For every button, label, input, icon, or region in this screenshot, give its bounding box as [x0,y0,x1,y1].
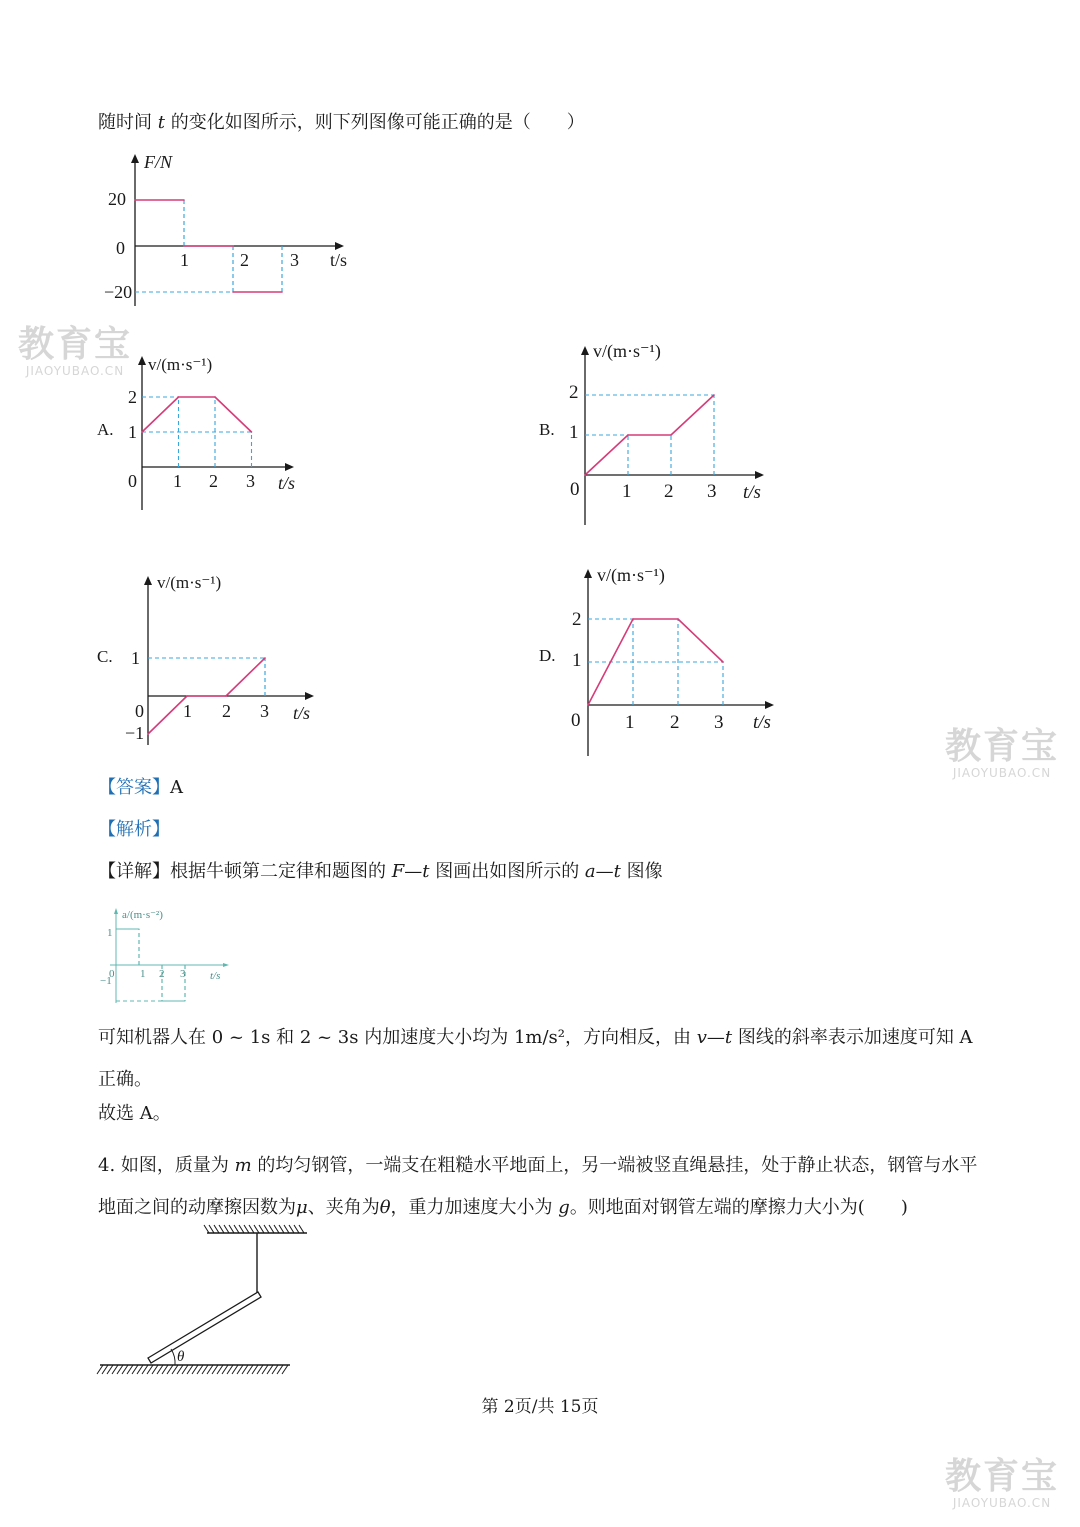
detail-p3: 图像 [620,861,663,882]
ground-hatch-mark [182,1365,188,1374]
ceiling-hatch-mark [289,1225,294,1233]
watermark-text-1: 教育宝 [18,324,133,365]
ground-hatch-mark [177,1365,183,1374]
ground-hatch-mark [127,1365,133,1374]
d-xtick-2: 2 [670,712,680,733]
force-tick-2: 2 [240,250,249,270]
ground-hatch-mark [162,1365,168,1374]
conclusion-dash: — [706,1027,725,1048]
d-y-label: v/(m·s⁻¹) [597,565,665,585]
answer-line [98,776,183,800]
option-d-graph [535,558,795,763]
c-x-label: t/s [293,703,311,723]
force-graph [100,148,360,308]
q4-m: m [234,1155,252,1176]
c-ytick-1: 1 [131,648,140,668]
watermark-bottom-right [945,1458,1059,1510]
a-ytick-1: 1 [128,422,137,442]
ground-hatch-mark [272,1365,278,1374]
series-segment [142,397,179,432]
q4-p4: ，重力加速度大小为 [390,1197,559,1218]
c-x-arrow [305,692,314,700]
analysis-tag: 【解析】 [98,819,170,840]
q3-stem-var: t [157,112,165,133]
option-b-label: B. [539,420,555,439]
ground-hatch-mark [142,1365,148,1374]
ground-hatch-mark [117,1365,123,1374]
c-xtick-1: 1 [183,701,192,721]
detail-v1: F [391,861,405,882]
c-xtick-0: 0 [135,701,144,721]
d-ytick-1: 1 [572,650,582,671]
a-y-arrow [138,356,146,365]
option-a-label: A. [97,420,114,439]
b-x-label: t/s [743,482,761,503]
ceiling-hatch-mark [249,1225,254,1233]
watermark-right [945,728,1059,780]
q4-theta: θ [379,1197,391,1218]
a-xtick-3: 3 [246,471,255,491]
b-xtick-0: 0 [570,479,580,500]
b-xtick-3: 3 [707,481,717,502]
ground-hatch-mark [137,1365,143,1374]
watermark-domain-3: JIAOYUBAO.CN [952,1496,1052,1510]
detail-dash1: — [404,861,423,882]
c-y-arrow [144,576,152,585]
angle-label: θ [177,1349,185,1365]
accel-y-label: a/(m·s⁻²) [122,909,163,921]
d-xtick-0: 0 [571,710,581,731]
ceiling-hatch-mark [234,1225,239,1233]
watermark-domain-2: JIAOYUBAO.CN [952,766,1052,780]
ground-hatch-mark [197,1365,203,1374]
force-tick-3: 3 [290,250,299,270]
series-segment [226,658,265,696]
accel-tick-x3: 3 [180,968,186,980]
series-segment [585,435,628,475]
choice-line: 故选 A。 [98,1103,171,1124]
conclusion-p2: 图线的斜率表示加速度可知 A 正确。 [98,1027,973,1090]
ground-hatch-mark [232,1365,238,1374]
b-y-arrow [581,346,589,355]
angle-arc [171,1349,175,1365]
ground-hatch-mark [222,1365,228,1374]
q4-p1: 4. 如图，质量为 [98,1155,235,1176]
d-y-arrow [584,569,592,578]
answer-tag: 【答案】 [98,777,170,798]
analysis-line [98,818,170,842]
option-c-graph [95,565,335,750]
a-xtick-0: 0 [128,471,137,491]
detail-p1: 根据牛顿第二定律和题图的 [170,861,392,882]
b-ytick-2: 2 [569,382,579,403]
ground-hatch-mark [97,1365,103,1374]
q3-stem-post: 的变化如图所示，则下列图像可能正确的是（ ） [164,112,585,133]
ceiling-hatch-mark [244,1225,249,1233]
series-segment [678,619,723,662]
ceiling-hatch-mark [219,1225,224,1233]
ceiling-hatch-mark [274,1225,279,1233]
q3-stem-pre: 随时间 [98,112,158,133]
accel-x-label: t/s [210,970,221,982]
ground-hatch-mark [147,1365,153,1374]
detail-v3: a [584,861,596,882]
ground-hatch-mark [237,1365,243,1374]
b-y-label: v/(m·s⁻¹) [593,341,661,361]
q4-p2: 的均匀钢管，一端支在粗糙水平地面上，另一端被竖直绳悬挂，处于静止状态，钢管与水平地面之间的动摩擦因数为 [98,1155,978,1218]
ground-hatch-mark [277,1365,283,1374]
conclusion [98,1017,983,1101]
ceiling-hatch-mark [279,1225,284,1233]
a-ytick-2: 2 [128,387,137,407]
d-x-arrow [765,701,774,709]
ground-hatch-mark [207,1365,213,1374]
ceiling-hatch-mark [229,1225,234,1233]
series-segment [671,395,714,435]
ceiling-hatch-mark [259,1225,264,1233]
ground-hatch-mark [167,1365,173,1374]
ground-hatch-mark [102,1365,108,1374]
detail-tag: 【详解】 [98,861,170,882]
answer-value: A [170,777,183,798]
ceiling-hatch-mark [209,1225,214,1233]
a-x-arrow [285,463,294,471]
q3-stem [98,111,585,135]
ground-hatch-mark [202,1365,208,1374]
ceiling-hatch-mark [254,1225,259,1233]
ceiling-hatch-mark [269,1225,274,1233]
accel-tick-1: 1 [107,927,113,939]
detail-v4: t [613,861,621,882]
c-xtick-3: 3 [260,701,269,721]
ground-hatch-mark [192,1365,198,1374]
ground-hatch-mark [212,1365,218,1374]
c-xtick-2: 2 [222,701,231,721]
q4-p5: 。则地面对钢管左端的摩擦力大小为( ) [569,1197,908,1218]
ground-hatch-mark [267,1365,273,1374]
watermark-top-left [18,326,132,378]
watermark-text-3: 教育宝 [945,1456,1060,1497]
a-x-label: t/s [278,473,296,493]
watermark-domain-1: JIAOYUBAO.CN [25,364,125,378]
force-tick-1: 1 [180,250,189,270]
ceiling-hatch-mark [204,1225,209,1233]
ground-hatch-mark [157,1365,163,1374]
conclusion-v2: t [724,1027,733,1048]
ground-hatch-mark [282,1365,288,1374]
option-b-graph [535,335,785,530]
d-xtick-1: 1 [625,712,635,733]
ground-hatch-mark [132,1365,138,1374]
ground-hatch-mark [262,1365,268,1374]
ceiling-hatch [204,1225,304,1233]
pipe-figure [95,1225,315,1385]
ceiling-hatch-mark [299,1225,304,1233]
accel-y-arrow [114,908,118,914]
a-y-label: v/(m·s⁻¹) [148,355,213,374]
ceiling-hatch-mark [284,1225,289,1233]
ground-hatch-mark [172,1365,178,1374]
ground-hatch [97,1365,288,1374]
ceiling-hatch-mark [224,1225,229,1233]
ground-hatch-mark [107,1365,113,1374]
accel-tick-x1: 1 [140,968,146,980]
d-xtick-3: 3 [714,712,724,733]
ceiling-hatch-mark [264,1225,269,1233]
ground-hatch-mark [152,1365,158,1374]
force-tick-0: 0 [116,238,125,258]
b-x-arrow [755,471,764,479]
force-x-arrow [335,242,344,250]
c-y-label: v/(m·s⁻¹) [157,573,222,592]
conclusion-v1: v [696,1027,707,1048]
d-x-label: t/s [753,712,771,733]
ground-hatch-mark [242,1365,248,1374]
ceiling-hatch-mark [214,1225,219,1233]
accel-tick-x2: 2 [159,968,165,980]
a-xtick-1: 1 [173,471,182,491]
ground-hatch-mark [247,1365,253,1374]
c-ytick-neg1: −1 [125,723,145,743]
b-xtick-1: 1 [622,481,632,502]
a-xtick-2: 2 [209,471,218,491]
conclusion-p1: 可知机器人在 0 ~ 1s 和 2 ~ 3s 内加速度大小均为 1m/s²，方向相反，由 [98,1027,697,1048]
q4-mu: μ [296,1197,308,1218]
steel-pipe [148,1292,261,1363]
ground-hatch-mark [187,1365,193,1374]
force-tick-neg20: −20 [104,282,133,302]
ground-hatch-mark [257,1365,263,1374]
accel-x-arrow [223,963,229,967]
ground-hatch-mark [217,1365,223,1374]
option-d-label: D. [539,646,556,665]
ground-hatch-mark [252,1365,258,1374]
ground-hatch-mark [112,1365,118,1374]
force-y-arrow [131,154,139,163]
force-tick-20: 20 [108,189,126,209]
q4-p3: 、夹角为 [307,1197,380,1218]
accel-tick-neg1: −1 [100,975,112,987]
series-segment [215,397,252,432]
accel-tick-0: 0 [109,968,115,980]
detail-v2: t [422,861,430,882]
b-xtick-2: 2 [664,481,674,502]
option-c-label: C. [97,647,113,666]
q4-g: g [558,1197,570,1218]
detail-line [98,860,663,884]
q4-stem [98,1145,983,1229]
series-segment [148,696,187,734]
ground-hatch-mark [227,1365,233,1374]
force-y-label: F/N [144,152,173,172]
force-x-label: t/s [330,250,348,270]
detail-p2: 图画出如图所示的 [429,861,585,882]
detail-dash2: — [595,861,614,882]
page-footer: 第 2页/共 15页 [481,1397,599,1417]
accel-graph [98,903,238,1008]
ceiling-hatch-mark [294,1225,299,1233]
d-ytick-2: 2 [572,609,582,630]
watermark-text-2: 教育宝 [945,726,1060,767]
ground-hatch-mark [122,1365,128,1374]
b-ytick-1: 1 [569,422,579,443]
ceiling-hatch-mark [239,1225,244,1233]
